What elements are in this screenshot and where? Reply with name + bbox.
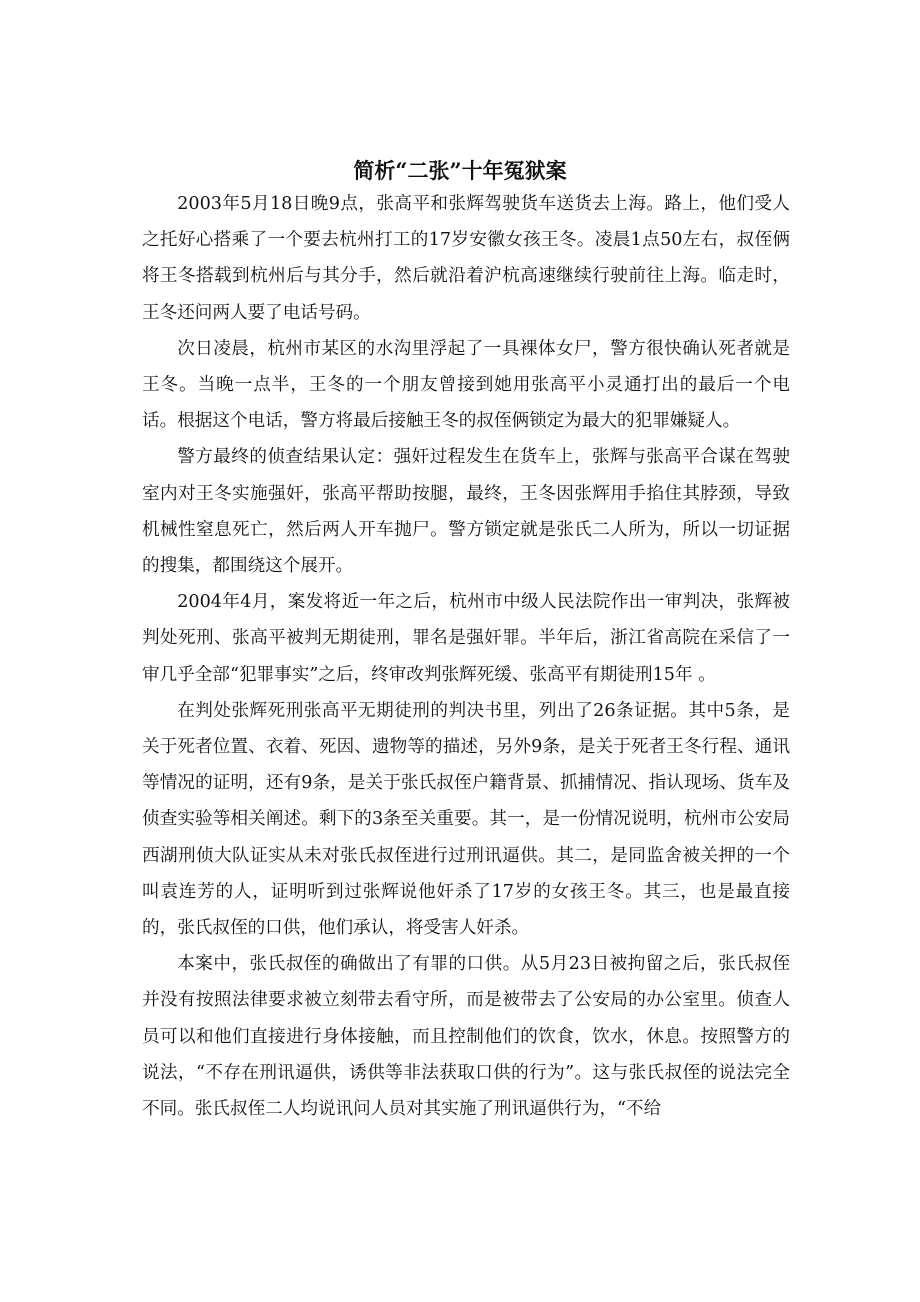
paragraph-1: 2003年5月18日晚9点，张高平和张辉驾驶货车送货去上海。路上，他们受人之托好心搭乘了一个要去杭州打工的17岁安徽女孩王冬。凌晨1点50左右，叔侄俩将王冬搭载到杭州后与其分手，然后就沿着沪杭高速继续行驶前往上海。临走时，王冬还问两人要了电话号码。 (142, 194, 790, 323)
paragraph-5: 在判处张辉死刑张高平无期徒刑的判决书里，列出了26条证据。其中5条，是关于死者位置、衣着、死因、遗物等的描述，另外9条，是关于死者王冬行程、通讯等情况的证明，还有9条，是关于张氏叔侄户籍背景、抓捕情况、指认现场、货车及侦查实验等相关阐述。剩下的3条至关重要。其一，是一份情况说明，杭州市公安局西湖刑侦大队证实从未对张氏叔侄进行过刑讯逼供。其二，是同监舍被关押的一个叫袁连芳的人，证明听到过张辉说他奸杀了17岁的女孩王冬。其三，也是最直接的，张氏叔侄的口供，他们承认，将受害人奸杀。 (142, 700, 790, 939)
paragraph-6: 本案中，张氏叔侄的确做出了有罪的口供。从5月23日被拘留之后，张氏叔侄并没有按照法律要求被立刻带去看守所，而是被带去了公安局的办公室里。侦查人员可以和他们直接进行身体接触，而且控制他们的饮食，饮水，休息。按照警方的说法，“不存在刑讯逼供，诱供等非法获取口供的行为”。这与张氏叔侄的说法完全不同。张氏叔侄二人均说讯问人员对其实施了刑讯逼供行为，“不给 (142, 954, 790, 1120)
paragraph-2: 次日凌晨，杭州市某区的水沟里浮起了一具裸体女尸，警方很快确认死者就是王冬。当晚一点半，王冬的一个朋友曾接到她用张高平小灵通打出的最后一个电话。根据这个电话，警方将最后接触王冬的叔侄俩锁定为最大的犯罪嫌疑人。 (142, 338, 790, 432)
paragraph-3: 警方最终的侦查结果认定：强奸过程发生在货车上，张辉与张高平合谋在驾驶室内对王冬实施强奸，张高平帮助按腿，最终，王冬因张辉用手掐住其脖颈，导致机械性窒息死亡，然后两人开车抛尸。警方锁定就是张氏二人所为，所以一切证据的搜集，都围绕这个展开。 (142, 447, 790, 577)
paragraph-4: 2004年4月，案发将近一年之后，杭州市中级人民法院作出一审判决，张辉被判处死刑、张高平被判无期徒刑，罪名是强奸罪。半年后，浙江省高院在采信了一审几乎全部“犯罪事实”之后，终审改判张辉死缓、张高平有期徒刑15年 。 (142, 592, 790, 685)
document-title: 简析“二张”十年冤狱案 (353, 158, 567, 183)
document-body (142, 186, 790, 1127)
